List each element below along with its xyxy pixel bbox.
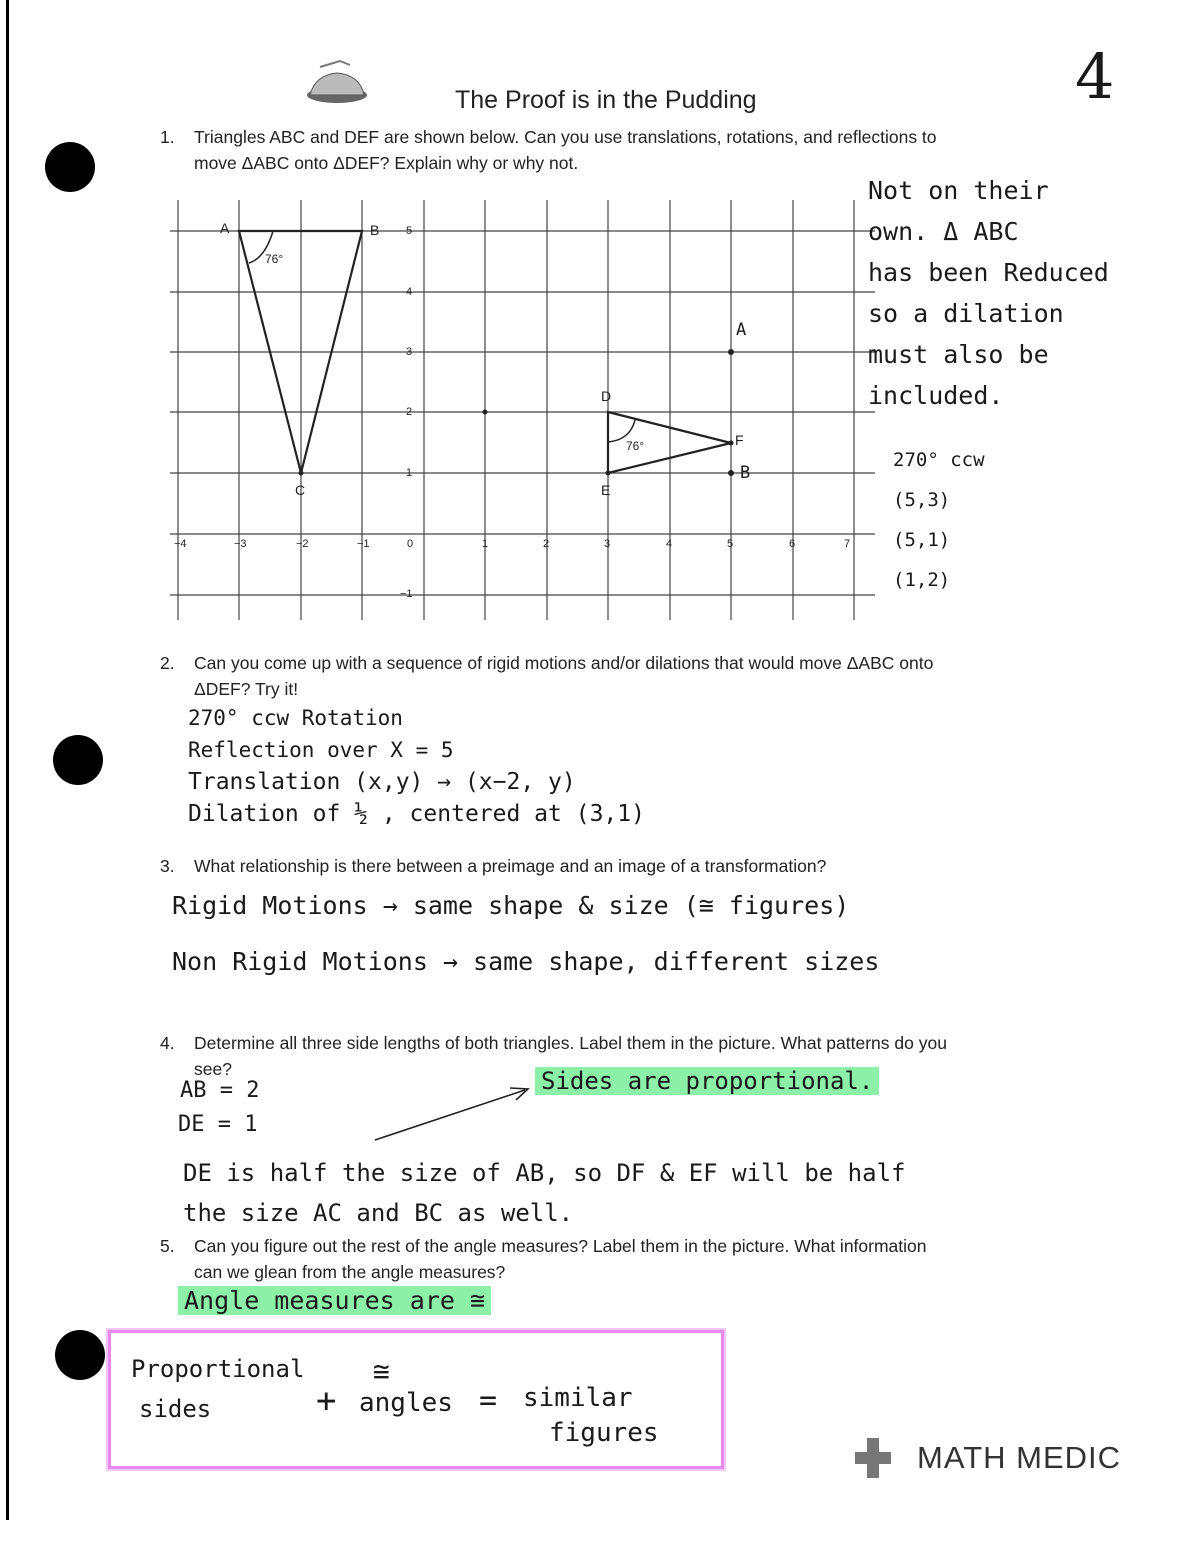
answer-q4-ab: AB = 2 xyxy=(180,1078,260,1103)
box-equals: = xyxy=(479,1383,498,1418)
x-tick-label: 6 xyxy=(789,538,796,550)
question-text: Triangles ABC and DEF are shown below. Can you use translations, rotations, and reflections to xyxy=(194,127,937,147)
answer-q1: Not on their own. Δ ABC has been Reduced so a dilation must also be included. xyxy=(868,176,1109,410)
box-angles: angles xyxy=(359,1388,453,1418)
math-medic-cross-icon xyxy=(853,1436,893,1480)
answer-q5: Angle measures are ≅ xyxy=(178,1286,491,1315)
point-label-b-image: B xyxy=(740,463,751,483)
question-text: ΔDEF? Try it! xyxy=(194,679,299,699)
question-number: 3. xyxy=(160,856,175,876)
y-tick-label: 5 xyxy=(406,225,413,237)
x-tick-label: 1 xyxy=(482,538,489,550)
arrow-annotation xyxy=(370,1080,540,1150)
answer-q4-explanation: DE is half the size of AB, so DF & EF will be half the size AC and BC as well. xyxy=(183,1159,906,1227)
point-label-d: D xyxy=(601,388,612,404)
box-figures: figures xyxy=(549,1418,659,1448)
hole-punch-top xyxy=(45,142,95,192)
box-cong: ≅ xyxy=(373,1355,390,1388)
angle-label-abc: 76° xyxy=(265,252,284,266)
point-label-c: C xyxy=(295,482,306,498)
question-text: Can you figure out the rest of the angle measures? Label them in the picture. What information xyxy=(194,1236,927,1256)
answer-q2: 270° ccw Rotation Reflection over X = 5 Translation (x,y) → (x−2, y) Dilation of ½ , centered at (3,1) xyxy=(188,706,645,827)
y-tick-label: −1 xyxy=(400,588,413,600)
point-label-a-image: A xyxy=(736,320,747,340)
x-tick-label: 3 xyxy=(604,538,611,550)
x-tick-label: 7 xyxy=(844,538,851,550)
question-text: Can you come up with a sequence of rigid motions and/or dilations that would move ΔABC onto xyxy=(194,653,934,673)
point-label-e: E xyxy=(601,482,611,498)
question-text: What relationship is there between a preimage and an image of a transformation? xyxy=(194,856,827,876)
question-5 xyxy=(160,1233,927,1285)
question-number: 2. xyxy=(160,653,175,673)
box-plus: + xyxy=(316,1381,337,1421)
question-2 xyxy=(160,650,933,702)
page-edge-line xyxy=(6,0,9,1520)
x-tick-label: 0 xyxy=(407,538,414,550)
question-text: move ΔABC onto ΔDEF? Explain why or why not. xyxy=(194,153,579,173)
answer-q4-note: Sides are proportional. xyxy=(535,1067,879,1095)
x-tick-label: −3 xyxy=(234,538,247,550)
y-tick-label: 1 xyxy=(406,467,413,479)
hole-punch-bottom xyxy=(55,1330,105,1380)
y-tick-label: 3 xyxy=(406,346,413,358)
box-similar: similar xyxy=(523,1383,633,1413)
question-number: 5. xyxy=(160,1236,175,1256)
x-tick-label: −4 xyxy=(174,538,187,550)
question-text: can we glean from the angle measures? xyxy=(194,1262,506,1282)
x-tick-label: 5 xyxy=(727,538,734,550)
point-label-f: F xyxy=(735,432,744,448)
box-sides: sides xyxy=(139,1395,212,1423)
question-number: 4. xyxy=(160,1033,175,1053)
answer-q1-side: 270° ccw (5,3) (5,1) (1,2) xyxy=(893,449,985,591)
x-tick-label: 2 xyxy=(543,538,550,550)
page-number: 4 xyxy=(1075,40,1115,113)
point-label-b: B xyxy=(370,222,380,238)
answer-q4-de: DE = 1 xyxy=(178,1112,258,1137)
question-text: Determine all three side lengths of both triangles. Label them in the picture. What patterns do you xyxy=(194,1033,947,1053)
hole-punch-middle xyxy=(53,735,103,785)
footer-brand: MATH MEDIC xyxy=(917,1440,1122,1475)
question-1 xyxy=(160,124,937,176)
point-label-a: A xyxy=(220,220,230,236)
box-proportional: Proportional xyxy=(131,1355,305,1383)
x-tick-label: 4 xyxy=(666,538,673,550)
page-title: The Proof is in the Pudding xyxy=(455,86,757,114)
angle-label-def: 76° xyxy=(626,439,645,453)
y-tick-label: 2 xyxy=(406,406,413,418)
conclusion-box xyxy=(108,1330,724,1469)
x-tick-label: −1 xyxy=(357,538,370,550)
y-tick-label: 4 xyxy=(406,286,413,298)
question-text: see? xyxy=(194,1059,232,1079)
question-3 xyxy=(160,853,826,879)
x-tick-label: −2 xyxy=(296,538,309,550)
pudding-icon xyxy=(300,55,375,110)
answer-q3: Rigid Motions → same shape & size (≅ figures) Non Rigid Motions → same shape, different sizes xyxy=(172,891,880,976)
question-number: 1. xyxy=(160,127,175,147)
